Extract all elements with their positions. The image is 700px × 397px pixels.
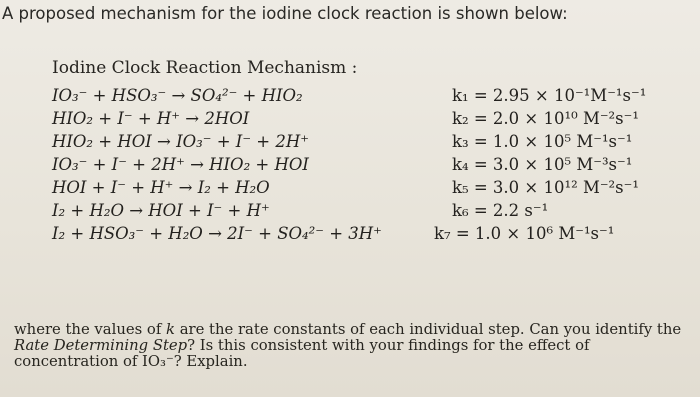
step-rate-constant: k₃ = 1.0 × 10⁵ M⁻¹s⁻¹	[452, 132, 633, 151]
mechanism-step-4	[52, 153, 692, 176]
mechanism-step-2	[52, 107, 692, 130]
step-equation: HIO₂ + HOI → IO₃⁻ + I⁻ + 2H⁺	[52, 132, 309, 151]
mechanism-step-6	[52, 199, 692, 222]
mechanism-step-3	[52, 130, 692, 153]
step-rate-constant: k₂ = 2.0 × 10¹⁰ M⁻²s⁻¹	[452, 109, 639, 128]
mechanism-step-7	[52, 222, 692, 245]
step-rate-constant: k₅ = 3.0 × 10¹² M⁻²s⁻¹	[452, 178, 639, 197]
mechanism-step-5	[52, 176, 692, 199]
step-equation: HIO₂ + I⁻ + H⁺ → 2HOI	[52, 109, 250, 128]
step-equation: I₂ + H₂O → HOI + I⁻ + H⁺	[52, 201, 270, 220]
intro-text: A proposed mechanism for the iodine clock reaction is shown below:	[2, 4, 568, 23]
step-equation: IO₃⁻ + HSO₃⁻ → SO₄²⁻ + HIO₂	[52, 86, 303, 105]
question-text	[14, 322, 694, 370]
question-part-1: where the values of	[14, 321, 167, 338]
mechanism-title: Iodine Clock Reaction Mechanism :	[52, 58, 358, 78]
step-rate-constant: k₆ = 2.2 s⁻¹	[452, 201, 549, 220]
step-equation: IO₃⁻ + I⁻ + 2H⁺ → HIO₂ + HOI	[52, 155, 309, 174]
rate-determining-step-term: Rate Determining Step	[14, 337, 188, 354]
mechanism-step-1	[52, 84, 692, 107]
k-symbol: k	[166, 321, 175, 338]
step-equation: HOI + I⁻ + H⁺ → I₂ + H₂O	[52, 178, 270, 197]
step-rate-constant: k₇ = 1.0 × 10⁶ M⁻¹s⁻¹	[434, 224, 615, 243]
question-part-3: ? Is this consistent with your findings for the effect of concentration of IO₃⁻? Explain.	[14, 337, 590, 370]
mechanism-block	[52, 58, 692, 245]
step-equation: I₂ + HSO₃⁻ + H₂O → 2I⁻ + SO₄²⁻ + 3H⁺	[52, 224, 382, 243]
question-part-2: are the rate constants of each individual step. Can you identify the	[174, 321, 682, 338]
step-rate-constant: k₄ = 3.0 × 10⁵ M⁻³s⁻¹	[452, 155, 633, 174]
step-rate-constant: k₁ = 2.95 × 10⁻¹M⁻¹s⁻¹	[452, 86, 647, 105]
